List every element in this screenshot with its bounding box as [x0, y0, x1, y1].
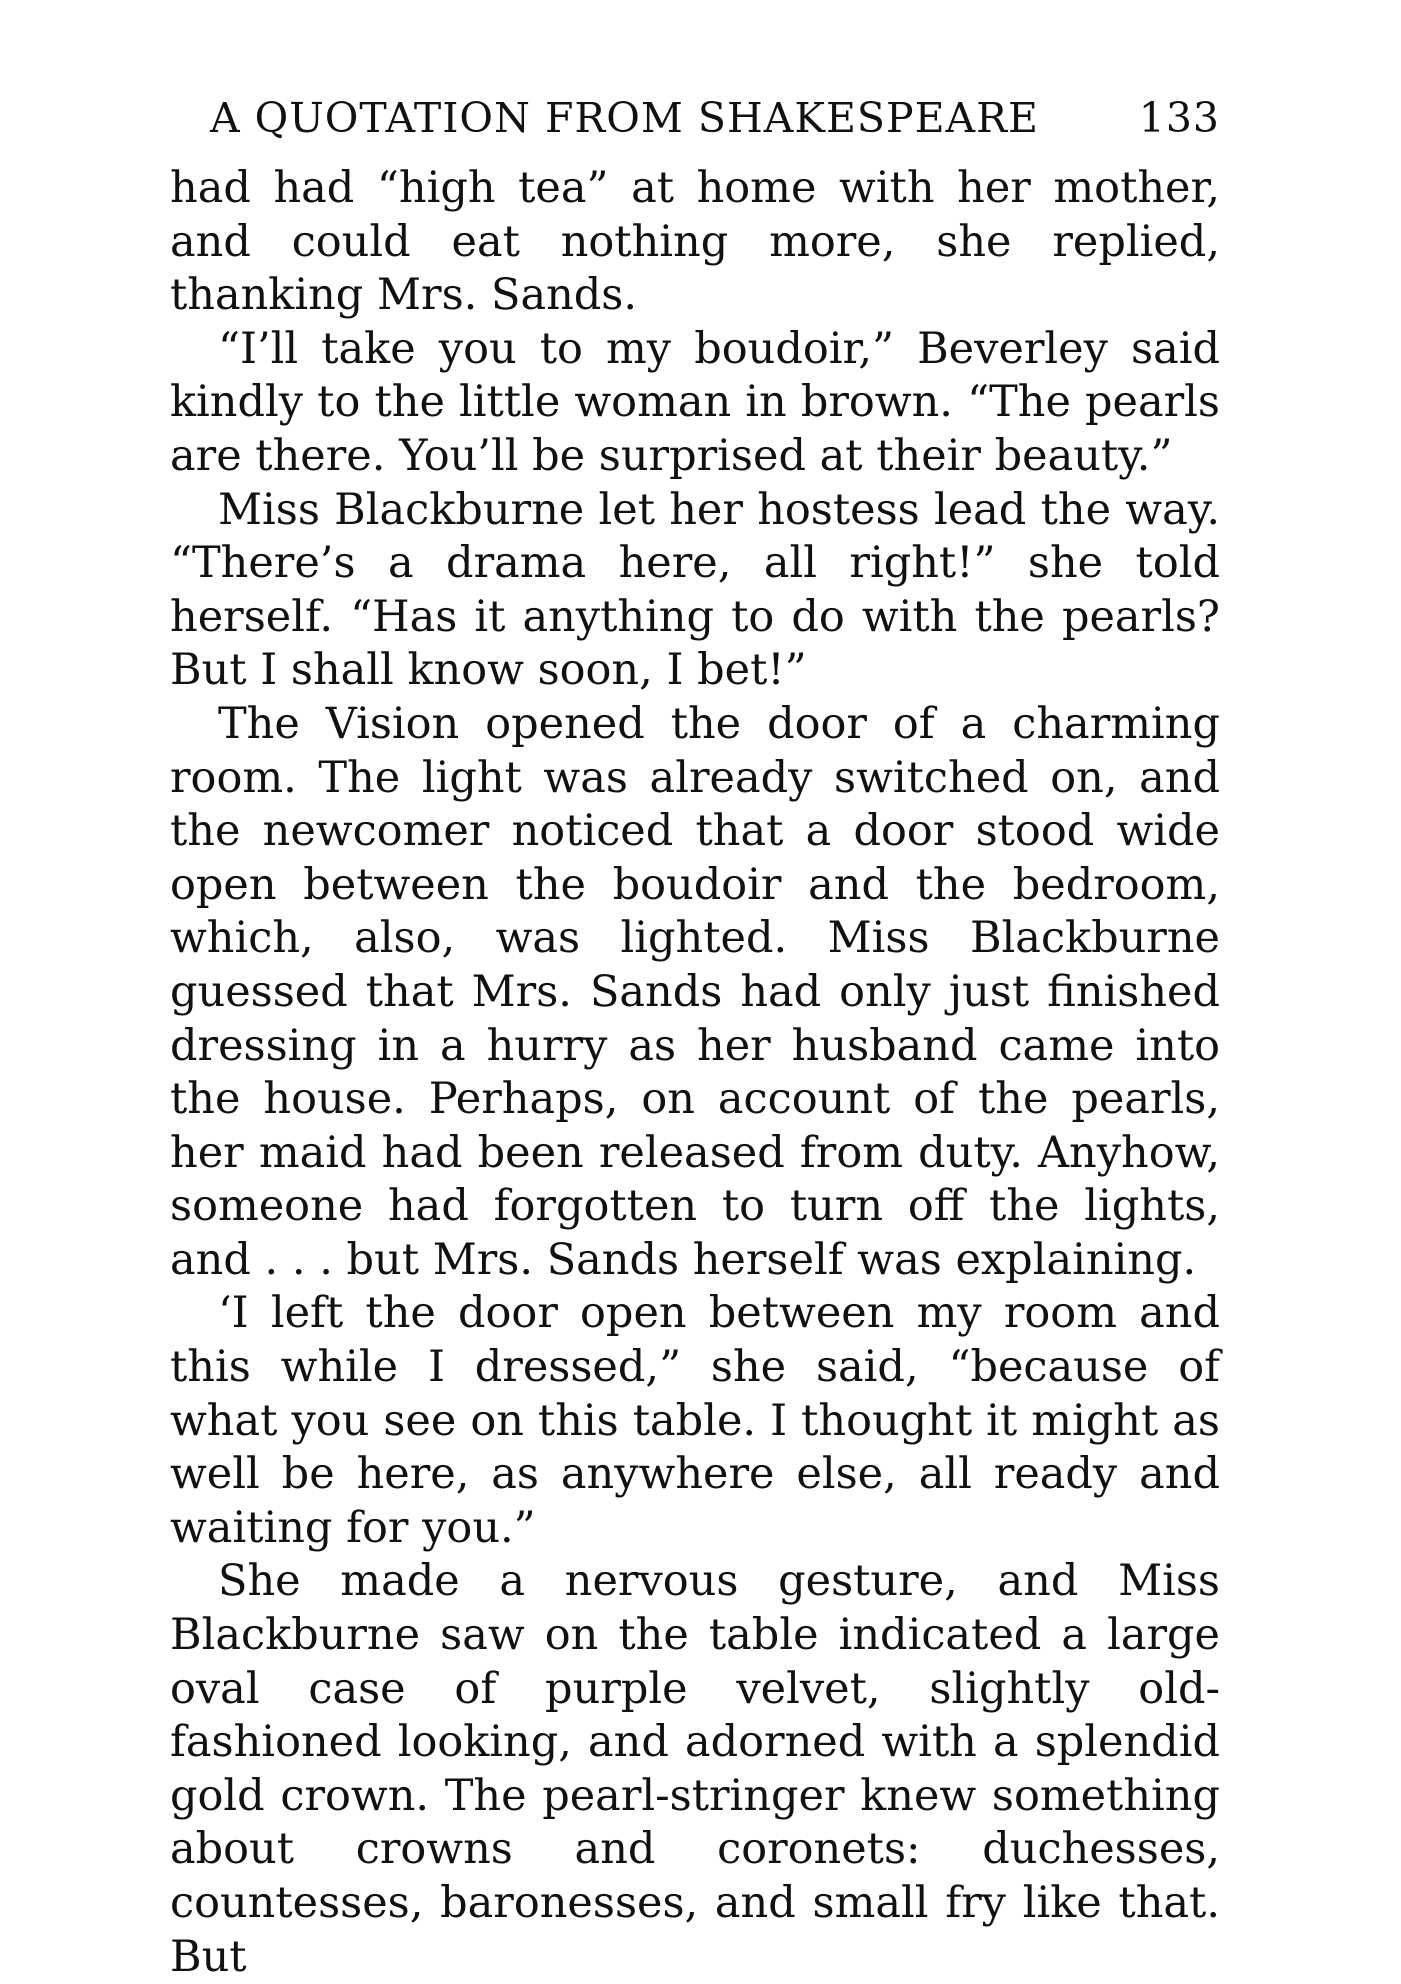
body-text — [170, 162, 1220, 1984]
page-number: 133 — [1138, 94, 1220, 142]
paragraph: The Vision opened the door of a charming room. The light was already switched on, and the newcomer noticed that a door stood wide open between the boudoir and the bedroom, which, also, was lighted. Miss Blackburne guessed that Mrs. Sands had only just finished dressing in a hurry as her husband came into the house. Perhaps, on account of the pearls, her maid had been released from duty. Anyhow, someone had forgotten to turn off the lights, and . . . but Mrs. Sands herself was explaining. — [170, 698, 1220, 1285]
running-header — [170, 88, 1220, 148]
paragraph: ‘I left the door open between my room and this while I dressed,” she said, “because of what you see on this table. I thought it might as well be here, as anywhere else, all ready and waiting for you.” — [170, 1288, 1220, 1553]
paragraph: “I’ll take you to my boudoir,” Beverley said kindly to the little woman in brown. “The pearls are there. You’ll be surprised at their beauty.” — [170, 323, 1220, 481]
paragraph: Miss Blackburne let her hostess lead the way. “There’s a drama here, all right!” she told herself. “Has it anything to do with the pearls? But I shall know soon, I bet!” — [170, 484, 1220, 696]
running-title: A QUOTATION FROM SHAKESPEARE — [210, 94, 1039, 142]
paragraph-continued: had had “high tea” at home with her mother, and could eat nothing more, she replied, thanking Mrs. Sands. — [170, 163, 1220, 321]
paragraph: She made a nervous gesture, and Miss Blackburne saw on the table indicated a large oval case of purple velvet, slightly old-fashioned looking, and adorned with a splendid gold crown. The pearl-stringer knew something about crowns and coronets: duchesses, countesses, baronesses, and small fry like that. But — [170, 1556, 1220, 1982]
